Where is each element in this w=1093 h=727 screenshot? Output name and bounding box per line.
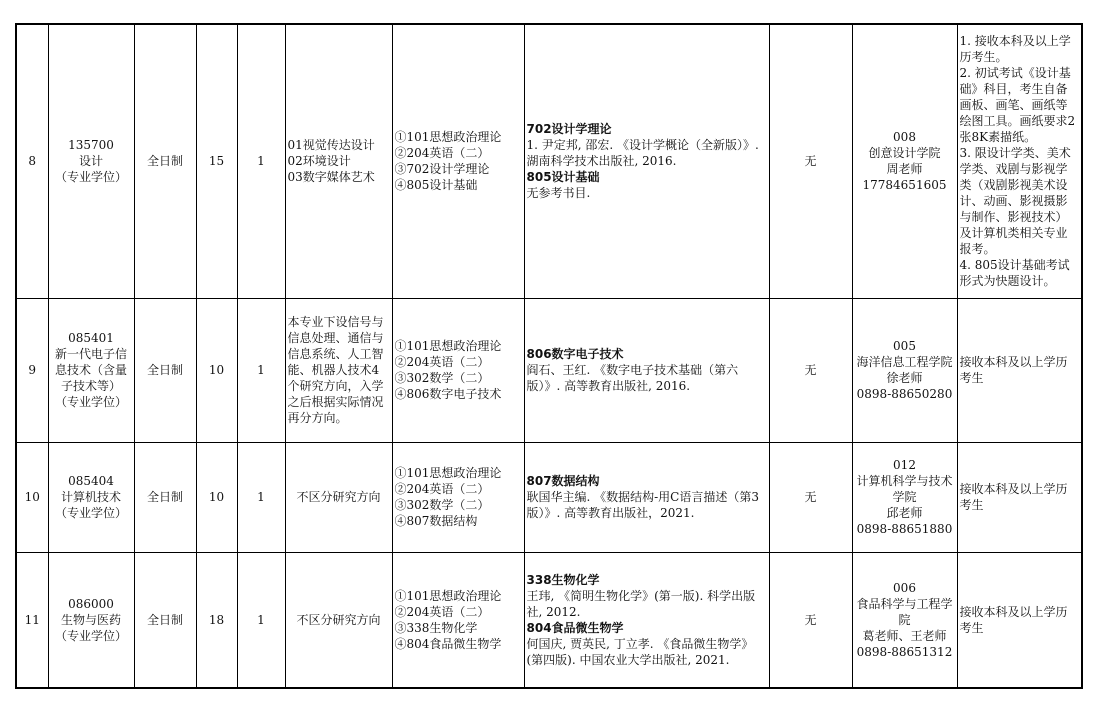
subject-item: ④806数字电子技术 bbox=[394, 387, 502, 401]
direction-item: 02环境设计 bbox=[287, 154, 351, 169]
reference-text: 阎石、王红. 《数字电子技术基础（第六版）》. 高等教育出版社, 2016. bbox=[526, 363, 739, 393]
major-name: 新一代电子信息技术（含量子技术等） bbox=[54, 347, 127, 393]
seq-cell: 11 bbox=[16, 552, 48, 688]
contact-phone: 17784651605 bbox=[862, 178, 947, 193]
plan-cell: 18 bbox=[196, 552, 237, 688]
reference-title: 702设计学理论 bbox=[526, 122, 612, 137]
major-cell bbox=[48, 552, 134, 688]
subject-item: ④804食品微生物学 bbox=[394, 636, 502, 651]
equal-degree-cell: 无 bbox=[769, 24, 852, 298]
subject-item: ①101思想政治理论 bbox=[394, 466, 502, 480]
equal-degree-cell: 无 bbox=[769, 298, 852, 442]
subject-item: ③338生物化学 bbox=[394, 620, 478, 635]
college-cell bbox=[852, 442, 957, 552]
contact-name: 徐老师 bbox=[886, 371, 923, 385]
plan-cell: 10 bbox=[196, 442, 237, 552]
directions-cell: 本专业下设信号与信息处理、通信与信息系统、人工智能、机器人技术4个研究方向，入学之后根据实际情况再分方向。 bbox=[285, 298, 392, 442]
table-row bbox=[16, 24, 1082, 298]
references-cell bbox=[524, 442, 769, 552]
major-name: 生物与医药 bbox=[60, 612, 121, 627]
study-mode-cell: 全日制 bbox=[134, 298, 196, 442]
table-row bbox=[16, 298, 1082, 442]
reference-title: 807数据结构 bbox=[526, 474, 600, 488]
college-cell bbox=[852, 24, 957, 298]
major-cell bbox=[48, 24, 134, 298]
reference-title: 805设计基础 bbox=[526, 170, 600, 185]
college-name: 创意设计学院 bbox=[868, 146, 941, 161]
recommended-cell: 1 bbox=[237, 442, 285, 552]
major-code: 135700 bbox=[68, 138, 114, 153]
contact-phone: 0898-88650280 bbox=[856, 387, 953, 401]
study-mode-cell: 全日制 bbox=[134, 552, 196, 688]
recommended-cell: 1 bbox=[237, 552, 285, 688]
subject-item: ④807数据结构 bbox=[394, 514, 478, 528]
reference-text: 何国庆, 贾英民, 丁立孝. 《食品微生物学》(第四版). 中国农业大学出版社, 2021. bbox=[526, 636, 754, 667]
subject-item: ②204英语（二） bbox=[394, 604, 490, 619]
college-code: 005 bbox=[893, 339, 916, 353]
contact-name: 周老师 bbox=[886, 162, 923, 177]
directions-cell bbox=[285, 24, 392, 298]
direction-item: 03数字媒体艺术 bbox=[287, 170, 375, 185]
subject-item: ④805设计基础 bbox=[394, 178, 478, 193]
college-name: 食品科学与工程学院 bbox=[856, 596, 953, 627]
major-name: 计算机技术 bbox=[60, 490, 121, 504]
references-cell bbox=[524, 298, 769, 442]
directions-cell: 不区分研究方向 bbox=[285, 442, 392, 552]
college-code: 006 bbox=[893, 580, 916, 595]
reference-text: 耿国华主编. 《数据结构-用C语言描述（第3版）》. 高等教育出版社，2021. bbox=[526, 490, 760, 520]
college-name: 海洋信息工程学院 bbox=[856, 355, 953, 369]
major-code: 085401 bbox=[68, 331, 114, 345]
subject-item: ③302数学（二） bbox=[394, 498, 490, 512]
seq-cell: 9 bbox=[16, 298, 48, 442]
subjects-cell bbox=[392, 298, 524, 442]
subjects-cell bbox=[392, 552, 524, 688]
major-cell bbox=[48, 298, 134, 442]
remarks-cell: 接收本科及以上学历考生 bbox=[957, 552, 1082, 688]
subject-item: ③302数学（二） bbox=[394, 371, 490, 385]
subject-item: ①101思想政治理论 bbox=[394, 588, 502, 603]
reference-title: 806数字电子技术 bbox=[526, 347, 624, 361]
directions-cell: 不区分研究方向 bbox=[285, 552, 392, 688]
major-type: （专业学位） bbox=[54, 170, 127, 185]
study-mode-cell: 全日制 bbox=[134, 24, 196, 298]
reference-text: 王玮, 《简明生物化学》(第一版). 科学出版社, 2012. bbox=[526, 588, 756, 619]
subject-item: ②204英语（二） bbox=[394, 146, 490, 161]
college-cell bbox=[852, 298, 957, 442]
college-code: 012 bbox=[893, 458, 916, 472]
subject-item: ②204英语（二） bbox=[394, 482, 490, 496]
contact-phone: 0898-88651880 bbox=[856, 522, 953, 536]
seq-cell: 10 bbox=[16, 442, 48, 552]
major-type: （专业学位） bbox=[54, 628, 127, 643]
plan-cell: 15 bbox=[196, 24, 237, 298]
major-cell bbox=[48, 442, 134, 552]
subjects-cell bbox=[392, 442, 524, 552]
subject-item: ①101思想政治理论 bbox=[394, 339, 502, 353]
seq-cell: 8 bbox=[16, 24, 48, 298]
major-code: 085404 bbox=[68, 474, 114, 488]
major-type: （专业学位） bbox=[54, 506, 127, 520]
table-row bbox=[16, 442, 1082, 552]
major-code: 086000 bbox=[68, 596, 114, 611]
reference-text: 1. 尹定邦, 邵宏. 《设计学概论（全新版）》. 湖南科学技术出版社, 2016. bbox=[526, 138, 759, 169]
reference-text: 无参考书目. bbox=[526, 186, 591, 201]
college-name: 计算机科学与技术学院 bbox=[856, 474, 953, 504]
remarks-cell: 1. 接收本科及以上学历考生。 2. 初试考试《设计基础》科目，考生自备画板、画笔、画纸等绘图工具。画纸要求2张8K素描纸。 3. 限设计学类、美术学类、戏剧与影视学类（戏剧影视美术设计、动画、影视摄影与制作、影视技术）及计算机类相关专业报考。 4. 805设计基础考试形式为快题设计。 bbox=[957, 24, 1082, 298]
subject-item: ①101思想政治理论 bbox=[394, 130, 502, 145]
recommended-cell: 1 bbox=[237, 24, 285, 298]
remarks-cell: 接收本科及以上学历考生 bbox=[957, 298, 1082, 442]
college-cell bbox=[852, 552, 957, 688]
reference-title: 804食品微生物学 bbox=[526, 620, 624, 635]
equal-degree-cell: 无 bbox=[769, 442, 852, 552]
direction-item: 01视觉传达设计 bbox=[287, 138, 375, 153]
subjects-cell bbox=[392, 24, 524, 298]
major-type: （专业学位） bbox=[54, 395, 127, 409]
study-mode-cell: 全日制 bbox=[134, 442, 196, 552]
references-cell bbox=[524, 552, 769, 688]
major-name: 设计 bbox=[78, 154, 103, 169]
subject-item: ③702设计学理论 bbox=[394, 162, 490, 177]
contact-name: 葛老师、王老师 bbox=[862, 628, 947, 643]
contact-name: 邱老师 bbox=[886, 506, 923, 520]
contact-phone: 0898-88651312 bbox=[856, 644, 953, 659]
admissions-table bbox=[15, 23, 1083, 689]
subject-item: ②204英语（二） bbox=[394, 355, 490, 369]
plan-cell: 10 bbox=[196, 298, 237, 442]
recommended-cell: 1 bbox=[237, 298, 285, 442]
equal-degree-cell: 无 bbox=[769, 552, 852, 688]
table-row bbox=[16, 552, 1082, 688]
reference-title: 338生物化学 bbox=[526, 572, 600, 587]
remarks-cell: 接收本科及以上学历考生 bbox=[957, 442, 1082, 552]
references-cell bbox=[524, 24, 769, 298]
college-code: 008 bbox=[893, 130, 916, 145]
